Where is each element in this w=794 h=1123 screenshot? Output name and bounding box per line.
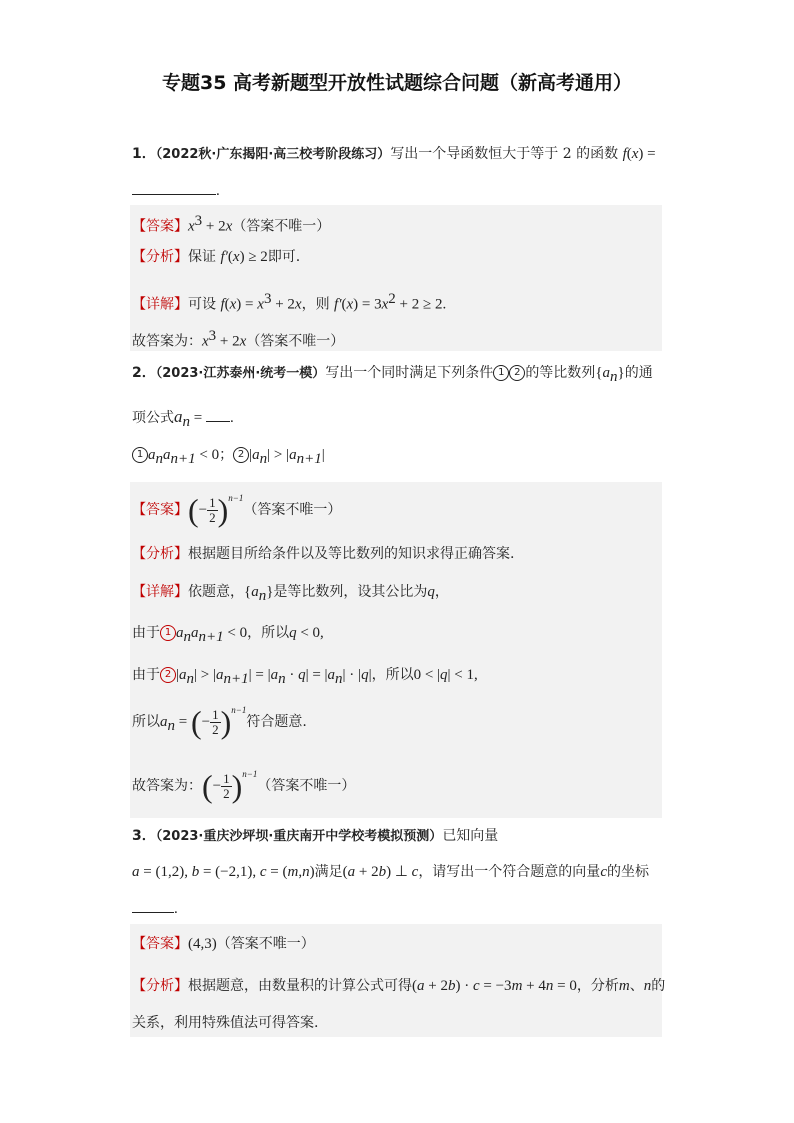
q2-step-3: 所以$a_n$ = (− $\frac{1}{2}$ )$^{n-1}$符合题意. bbox=[132, 704, 307, 740]
q2-conditions: 1 $a_na_{n+1} < 0$； 2 $|a_n| > |a_{n+1}|$ bbox=[132, 445, 662, 469]
q3-analysis: 【分析】根据题意，由数量积的计算公式可得(a + 2b) · c = −3m + 4n = 0，分析m、n的 bbox=[132, 978, 666, 994]
q3-stem: 3．（2023·重庆沙坪坝·重庆南开中学校考模拟预测）已知向量 bbox=[132, 828, 499, 844]
q1-final: 故答案为：$x^3 + 2x$（答案不唯一） bbox=[132, 328, 345, 350]
q2-step-2: 由于 2 $|a_n| > |a_{n+1}| = |a_n \cdot q| = |a_n| \cdot |q|$，所以0 < |q| < 1, bbox=[132, 667, 478, 687]
q2-detail: 【详解】依题意，$\{a_n\}$是等比数列，设其公比为q， bbox=[132, 584, 449, 604]
q2-final: 故答案为：(− $\frac{1}{2}$ )$^{n-1}$（答案不唯一） bbox=[132, 768, 356, 804]
q3-blank: . bbox=[132, 898, 662, 919]
q3-stem-2: a = (1,2), b = (−2,1), c = (m,n)满足(a + 2b) ⊥ c，请写出一个符合题意的向量c的坐标 bbox=[132, 864, 649, 880]
q2-step-1: 由于 1 $a_na_{n+1} < 0$，所以q < 0, bbox=[132, 625, 324, 645]
q2-analysis: 【分析】根据题目所给条件以及等比数列的知识求得正确答案. bbox=[132, 546, 515, 562]
q1-detail: 【详解】可设 $f(x) = x^3 + 2x$，则 $f'(x) = 3x^2 + 2 \ge 2$. bbox=[132, 291, 447, 313]
q1-stem: 1．（2022秋·广东揭阳·高三校考阶段练习）写出一个导函数恒大于等于 2 的函数 f(x) = bbox=[132, 146, 656, 162]
q3-answer: 【答案】(4,3)（答案不唯一） bbox=[132, 936, 315, 952]
page-title: 专题35 高考新题型开放性试题综合问题（新高考通用） bbox=[161, 72, 633, 94]
q3-analysis-2: 关系，利用特殊值法可得答案. bbox=[132, 1015, 319, 1031]
q1-blank: . bbox=[132, 180, 662, 201]
q2-stem: 2．（2023·江苏泰州·统考一模）写出一个同时满足下列条件 1 2 的等比数列$\{a_n\}$的通 bbox=[132, 365, 653, 385]
q1-analysis: 【分析】保证 f′(x) ≥ 2即可. bbox=[132, 249, 301, 265]
q2-answer: 【答案】(− $\frac{1}{2}$ )$^{n-1}$（答案不唯一） bbox=[132, 492, 342, 528]
q1-answer: 【答案】$x^3 + 2x$（答案不唯一） bbox=[132, 213, 331, 235]
q2-stem-2: 项公式$a_n$ = . bbox=[132, 407, 234, 430]
